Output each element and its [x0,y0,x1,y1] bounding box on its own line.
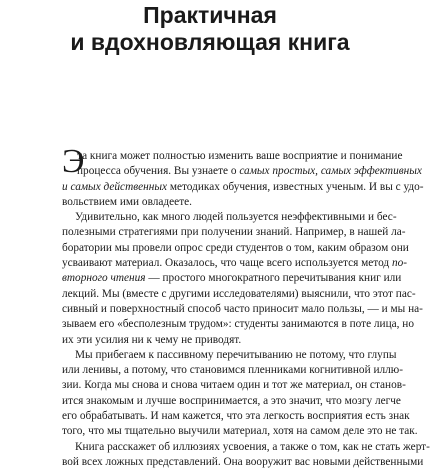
text-segment: зии. Когда мы снова и снова читаем один и тот же материал, он станов- [62,379,406,392]
text-line [62,302,423,317]
chapter-title-line-1: Практичная [143,2,277,28]
text-line [62,271,402,286]
text-segment: или ленивы, а потому, что становимся пленниками когнитивной иллю- [62,364,403,377]
text-segment: вольствием ими овладеете. [62,195,192,208]
text-line [62,333,374,348]
text-segment: — простого многократного перечитывания книг или [145,272,402,285]
text-line [62,394,401,409]
text-line [62,287,416,302]
chapter-title [0,2,420,56]
text-segment: Мы прибегаем к пассивному перечитыванию не потому, что глупы [75,348,397,361]
text-line [62,180,424,195]
text-line [62,440,430,455]
text-line [62,363,403,378]
italic-text-segment: самых простых, самых эффективных [239,165,422,178]
italic-text-segment: по- [391,257,408,270]
body-text [62,143,430,470]
text-line [62,348,397,363]
text-line [62,149,403,164]
text-segment: сивный и поверхностный способ часто приносит мало пользы, — и мы на- [62,302,423,315]
text-line [62,455,424,470]
text-segment: Книга расскажет об иллюзиях усвоения, а также о том, как не стать жерт- [75,440,430,453]
text-line [62,164,422,179]
text-segment: методиках обучения, известных ученым. И вы с удо- [167,180,424,193]
text-segment: зываем его «бесполезным трудом»: студенты занимаются в поте лица, но [62,318,415,331]
text-segment: Удивительно, как много людей пользуется неэффективными и бес- [75,211,397,224]
text-line [62,210,397,225]
text-segment: процесса обучения. Вы узнаете о [77,165,240,178]
chapter-title-line-2: и вдохновляющая книга [70,29,350,55]
drop-cap: Э [62,143,85,180]
text-segment: его обрабатывать. И нам кажется, что эта легкость восприятия есть знак [62,410,410,423]
text-line [62,317,415,332]
text-line [62,195,374,210]
text-segment: их эти усилия ни к чему не приводят. [62,333,242,346]
text-segment: вой всех ложных представлений. Она вооружит вас новыми действенными [62,455,424,468]
text-line [62,225,406,240]
text-segment: ится знакомым и лучше воспринимается, а это значит, что мозгу легче [62,394,401,407]
text-line [62,424,418,439]
text-line [62,241,409,256]
italic-text-segment: и самых действенных [62,180,168,193]
text-segment: та книга может полностью изменить ваше восприятие и понимание [77,150,403,162]
italic-text-segment: вторного чтения [62,272,146,285]
text-line [62,409,410,424]
text-segment: полезными стратегиями при получении знаний. Например, в нашей ла- [62,226,406,239]
text-segment: боратории мы провели опрос среди студентов о том, каким образом они [62,241,409,254]
text-line [62,256,408,271]
text-line [62,378,406,393]
text-segment: усваивают материал. Оказалось, что чаще всего используется метод [62,257,392,270]
text-segment: лекций. Мы (вместе с другими исследователями) выяснили, что этот пас- [62,287,416,300]
text-segment: того, что мы тщательно выучили материал, хотя на самом деле это не так. [62,425,418,438]
